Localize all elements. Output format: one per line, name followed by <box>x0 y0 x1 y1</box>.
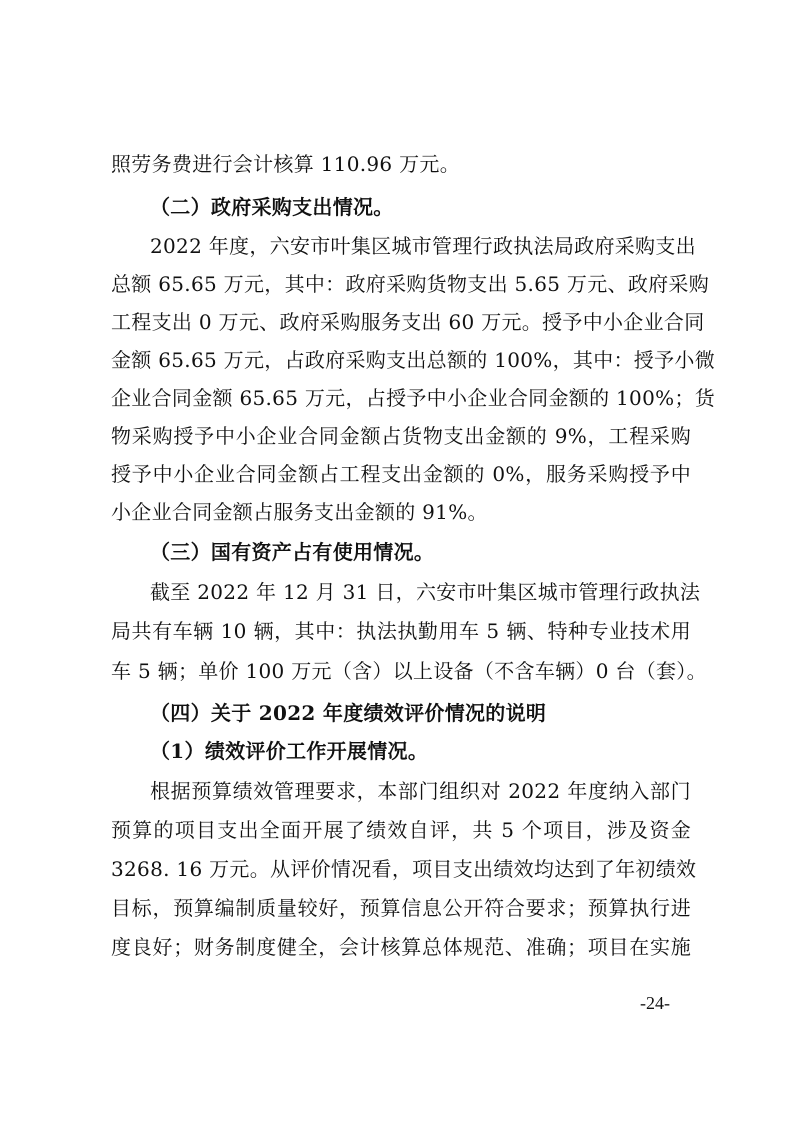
paragraph-line: 根据预算绩效管理要求，本部门组织对 2022 年度纳入部门 <box>150 779 691 803</box>
section-heading: （二）政府采购支出情况。 <box>150 195 394 219</box>
paragraph-line: 车 5 辆；单价 100 万元（含）以上设备（不含车辆）0 台（套）。 <box>111 659 707 683</box>
paragraph-line: 目标，预算编制质量较好，预算信息公开符合要求；预算执行进 <box>111 896 691 920</box>
paragraph-line: 企业合同金额 65.65 万元，占授予中小企业合同金额的 100%；货 <box>111 386 716 410</box>
section-heading: （四）关于 2022 年度绩效评价情况的说明 <box>150 701 547 725</box>
paragraph-line: 总额 65.65 万元，其中：政府采购货物支出 5.65 万元、政府采购 <box>111 272 710 296</box>
paragraph-line: 工程支出 0 万元、政府采购服务支出 60 万元。授予中小企业合同 <box>111 310 705 334</box>
paragraph-line: 3268. 16 万元。从评价情况看，项目支出绩效均达到了年初绩效 <box>111 857 697 881</box>
page-number: -24- <box>640 993 670 1013</box>
paragraph-line: 度良好；财务制度健全，会计核算总体规范、准确；项目在实施 <box>111 935 691 959</box>
paragraph-line: 小企业合同金额占服务支出金额的 91%。 <box>111 500 488 524</box>
paragraph-line: 截至 2022 年 12 月 31 日，六安市叶集区城市管理行政执法 <box>150 580 701 604</box>
paragraph-line: 物采购授予中小企业合同金额占货物支出金额的 9%，工程采购 <box>111 424 691 448</box>
paragraph-line: 授予中小企业合同金额占工程支出金额的 0%，服务采购授予中 <box>111 462 691 486</box>
paragraph-line: 金额 65.65 万元，占政府采购支出总额的 100%，其中：授予小微 <box>111 348 716 372</box>
paragraph-line: 局共有车辆 10 辆，其中：执法执勤用车 5 辆、特种专业技术用 <box>111 619 691 643</box>
paragraph-line: 照劳务费进行会计核算 110.96 万元。 <box>111 152 460 176</box>
paragraph-line: 预算的项目支出全面开展了绩效自评，共 5 个项目，涉及资金 <box>111 818 691 842</box>
subsection-heading: （1）绩效评价工作开展情况。 <box>150 739 429 763</box>
paragraph-line: 2022 年度，六安市叶集区城市管理行政执法局政府采购支出 <box>150 234 696 258</box>
section-heading: （三）国有资产占有使用情况。 <box>150 540 435 564</box>
